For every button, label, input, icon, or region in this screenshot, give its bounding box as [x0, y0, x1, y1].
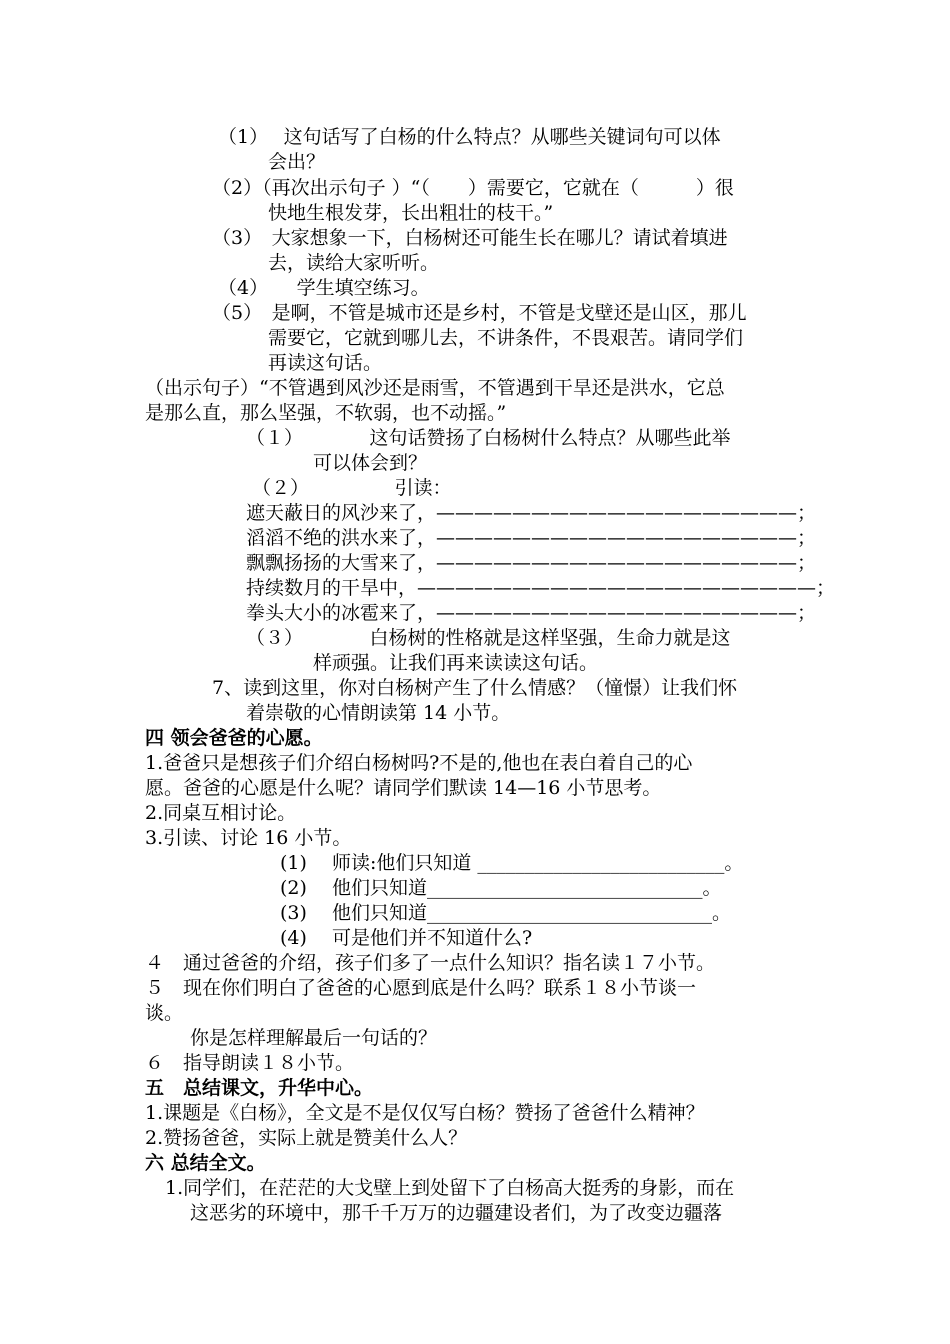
text-line: （5） 是啊，不管是城市还是乡村，不管是戈壁还是山区，那儿 [212, 302, 747, 324]
text-line: （1） 这句话写了白杨的什么特点？从哪些关键词句可以体 [218, 126, 721, 148]
text-line: （2）（再次出示句子 ）“（ ）需要它，它就在（ ）很 [212, 177, 734, 199]
text-line: 可以体会到？ [313, 452, 428, 474]
text-line: 需要它，它就到哪儿去，不讲条件，不畏艰苦。请同学们 [268, 327, 744, 349]
text-line: 持续数月的干旱中，—————————————————————； [246, 577, 836, 599]
text-line: 3.引读、讨论 16 小节。 [145, 827, 352, 849]
text-line: （３） 白杨树的性格就是这样坚强，生命力就是这 [246, 627, 731, 649]
text-line: （１） 这句话赞扬了白杨树什么特点？从哪些此举 [246, 427, 731, 449]
text-line: (4) 可是他们并不知道什么? [280, 927, 533, 949]
text-line: 拳头大小的冰雹来了，———————————————————； [246, 602, 817, 624]
text-line: （3） 大家想象一下，白杨树还可能生长在哪儿？请试着填进 [212, 227, 728, 249]
text-line: 是那么直，那么坚强，不软弱，也不动摇。” [145, 402, 507, 424]
text-line: 去，读给大家听听。 [268, 252, 440, 274]
text-line: 快地生根发芽，长出粗壮的枝干。” [268, 202, 554, 224]
text-line: 再读这句话。 [268, 352, 383, 374]
text-line: 着崇敬的心情朗读第 14 小节。 [246, 702, 511, 724]
text-line: 2.赞扬爸爸，实际上就是赞美什么人？ [145, 1127, 468, 1149]
text-line: 谈。 [145, 1002, 184, 1024]
text-line: 飘飘扬扬的大雪来了，———————————————————； [246, 552, 817, 574]
section-heading: 六 总结全文。 [145, 1152, 266, 1174]
section-heading: 四 领会爸爸的心愿。 [145, 727, 323, 749]
text-line: 1.课题是《白杨》，全文是不是仅仅写白杨？赞扬了爸爸什么精神？ [145, 1102, 705, 1124]
text-line: 滔滔不绝的洪水来了，———————————————————； [246, 527, 817, 549]
text-line: （4） 学生填空练习。 [218, 277, 430, 299]
text-line: 1.同学们，在茫茫的大戈壁上到处留下了白杨高大挺秀的身影，而在 [165, 1177, 735, 1199]
text-line: ５ 现在你们明白了爸爸的心愿到底是什么吗？联系１８小节谈一 [145, 977, 697, 999]
text-line: ６ 指导朗读１８小节。 [145, 1052, 355, 1074]
text-line: 7、读到这里，你对白杨树产生了什么情感？（憧憬）让我们怀 [212, 677, 738, 699]
text-line: 样顽强。让我们再来读读这句话。 [313, 652, 599, 674]
text-line: ４ 通过爸爸的介绍，孩子们多了一点什么知识？指名读１７小节。 [145, 952, 716, 974]
text-line: 会出？ [268, 151, 326, 173]
text-line: （出示句子）“不管遇到风沙还是雨雪，不管遇到干旱还是洪水，它总 [145, 377, 725, 399]
text-line: (2) 他们只知道_____________________________。 [280, 877, 722, 899]
text-line: 1.爸爸只是想孩子们介绍白杨树吗?不是的,他也在表白着自己的心 [145, 752, 693, 774]
text-line: (1) 师读:他们只知道 __________________________。 [280, 852, 744, 874]
text-line: 你是怎样理解最后一句话的？ [190, 1027, 438, 1049]
section-heading: 五 总结课文，升华中心。 [145, 1077, 374, 1099]
text-line: （２） 引读： [252, 477, 452, 499]
text-line: 遮天蔽日的风沙来了，———————————————————； [246, 502, 817, 524]
text-line: 愿。爸爸的心愿是什么呢？请同学们默读 14—16 小节思考。 [145, 777, 662, 799]
text-line: 这恶劣的环境中，那千千万万的边疆建设者们，为了改变边疆落 [190, 1202, 723, 1224]
text-line: (3) 他们只知道______________________________。 [280, 902, 731, 924]
text-line: 2.同桌互相讨论。 [145, 802, 297, 824]
